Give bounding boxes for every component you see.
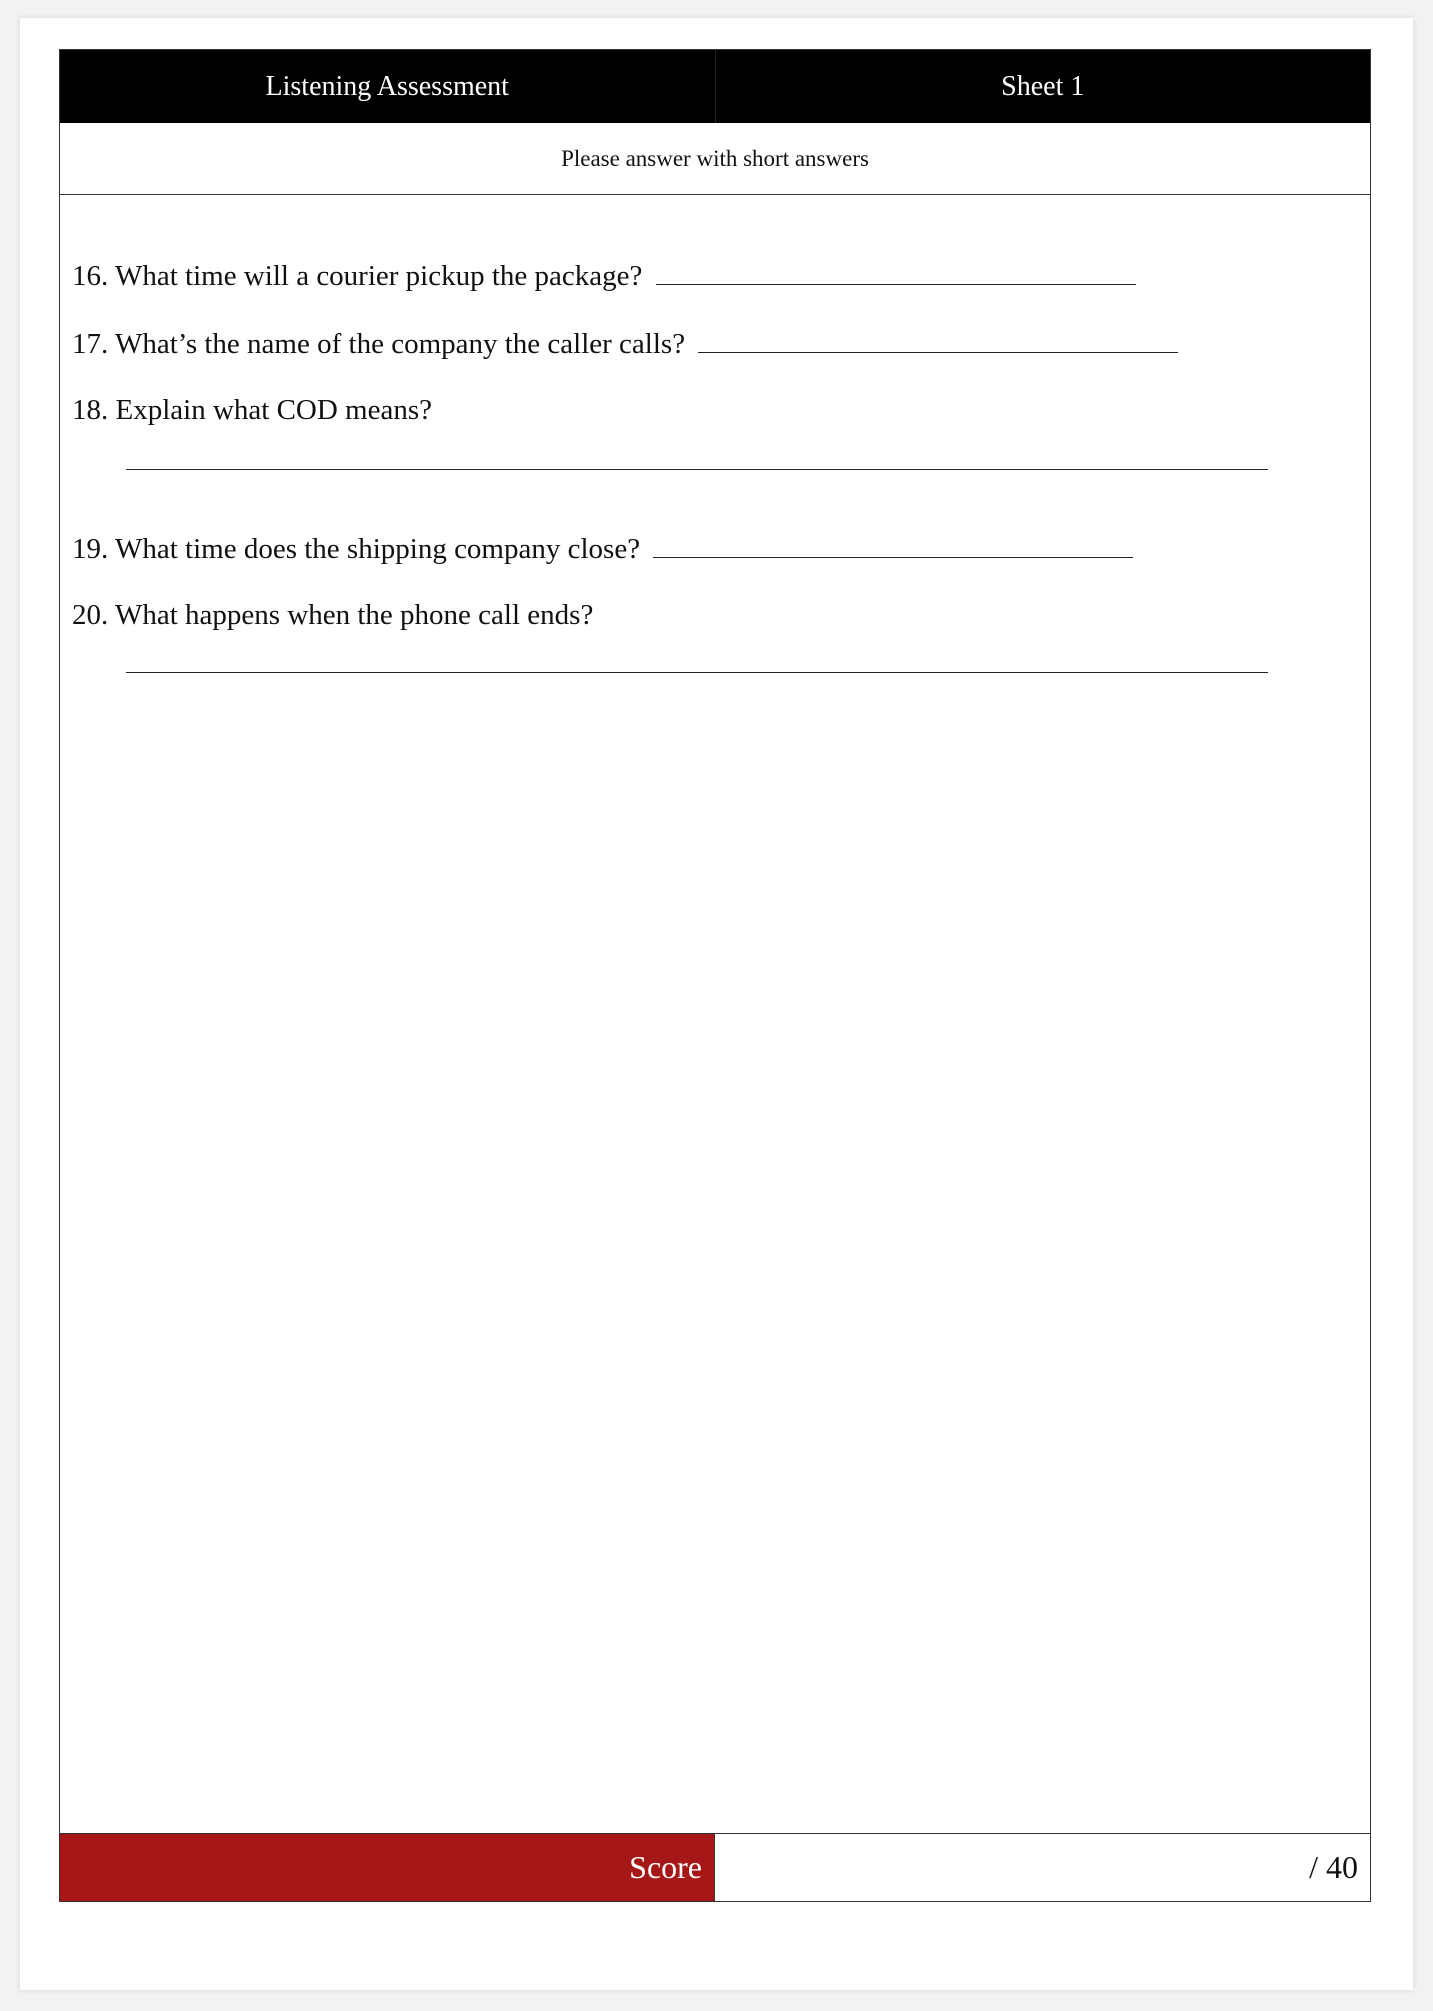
question-16 [72, 256, 1136, 294]
question-text: Explain what COD means? [115, 394, 433, 426]
answer-blank-16[interactable] [656, 256, 1136, 285]
question-17 [72, 324, 1178, 362]
question-text: What time will a courier pickup the package? [114, 260, 643, 292]
question-number: 16. [72, 260, 109, 292]
question-18 [72, 392, 432, 428]
instructions: Please answer with short answers [60, 123, 1370, 195]
answer-blank-17[interactable] [698, 324, 1178, 353]
answer-line-20[interactable] [126, 672, 1268, 673]
question-19 [72, 529, 1133, 567]
assessment-sheet [59, 49, 1371, 1902]
question-number: 19. [72, 533, 109, 565]
question-number: 18. [72, 394, 109, 426]
assessment-title: Listening Assessment [265, 70, 509, 102]
question-number: 17. [72, 328, 109, 360]
question-text: What happens when the phone call ends? [114, 599, 594, 631]
header-bar [60, 50, 1370, 123]
worksheet-page [20, 18, 1413, 1990]
answer-line-18[interactable] [126, 469, 1268, 470]
sheet-number: Sheet 1 [715, 50, 1371, 123]
score-label: Score [60, 1834, 715, 1901]
score-bar [60, 1833, 1370, 1901]
question-text: What’s the name of the company the caller calls? [114, 328, 686, 360]
score-total: / 40 [1309, 1849, 1358, 1885]
question-number: 20. [72, 599, 109, 631]
answer-blank-19[interactable] [653, 529, 1133, 558]
question-20 [72, 597, 593, 633]
question-text: What time does the shipping company close? [114, 533, 641, 565]
